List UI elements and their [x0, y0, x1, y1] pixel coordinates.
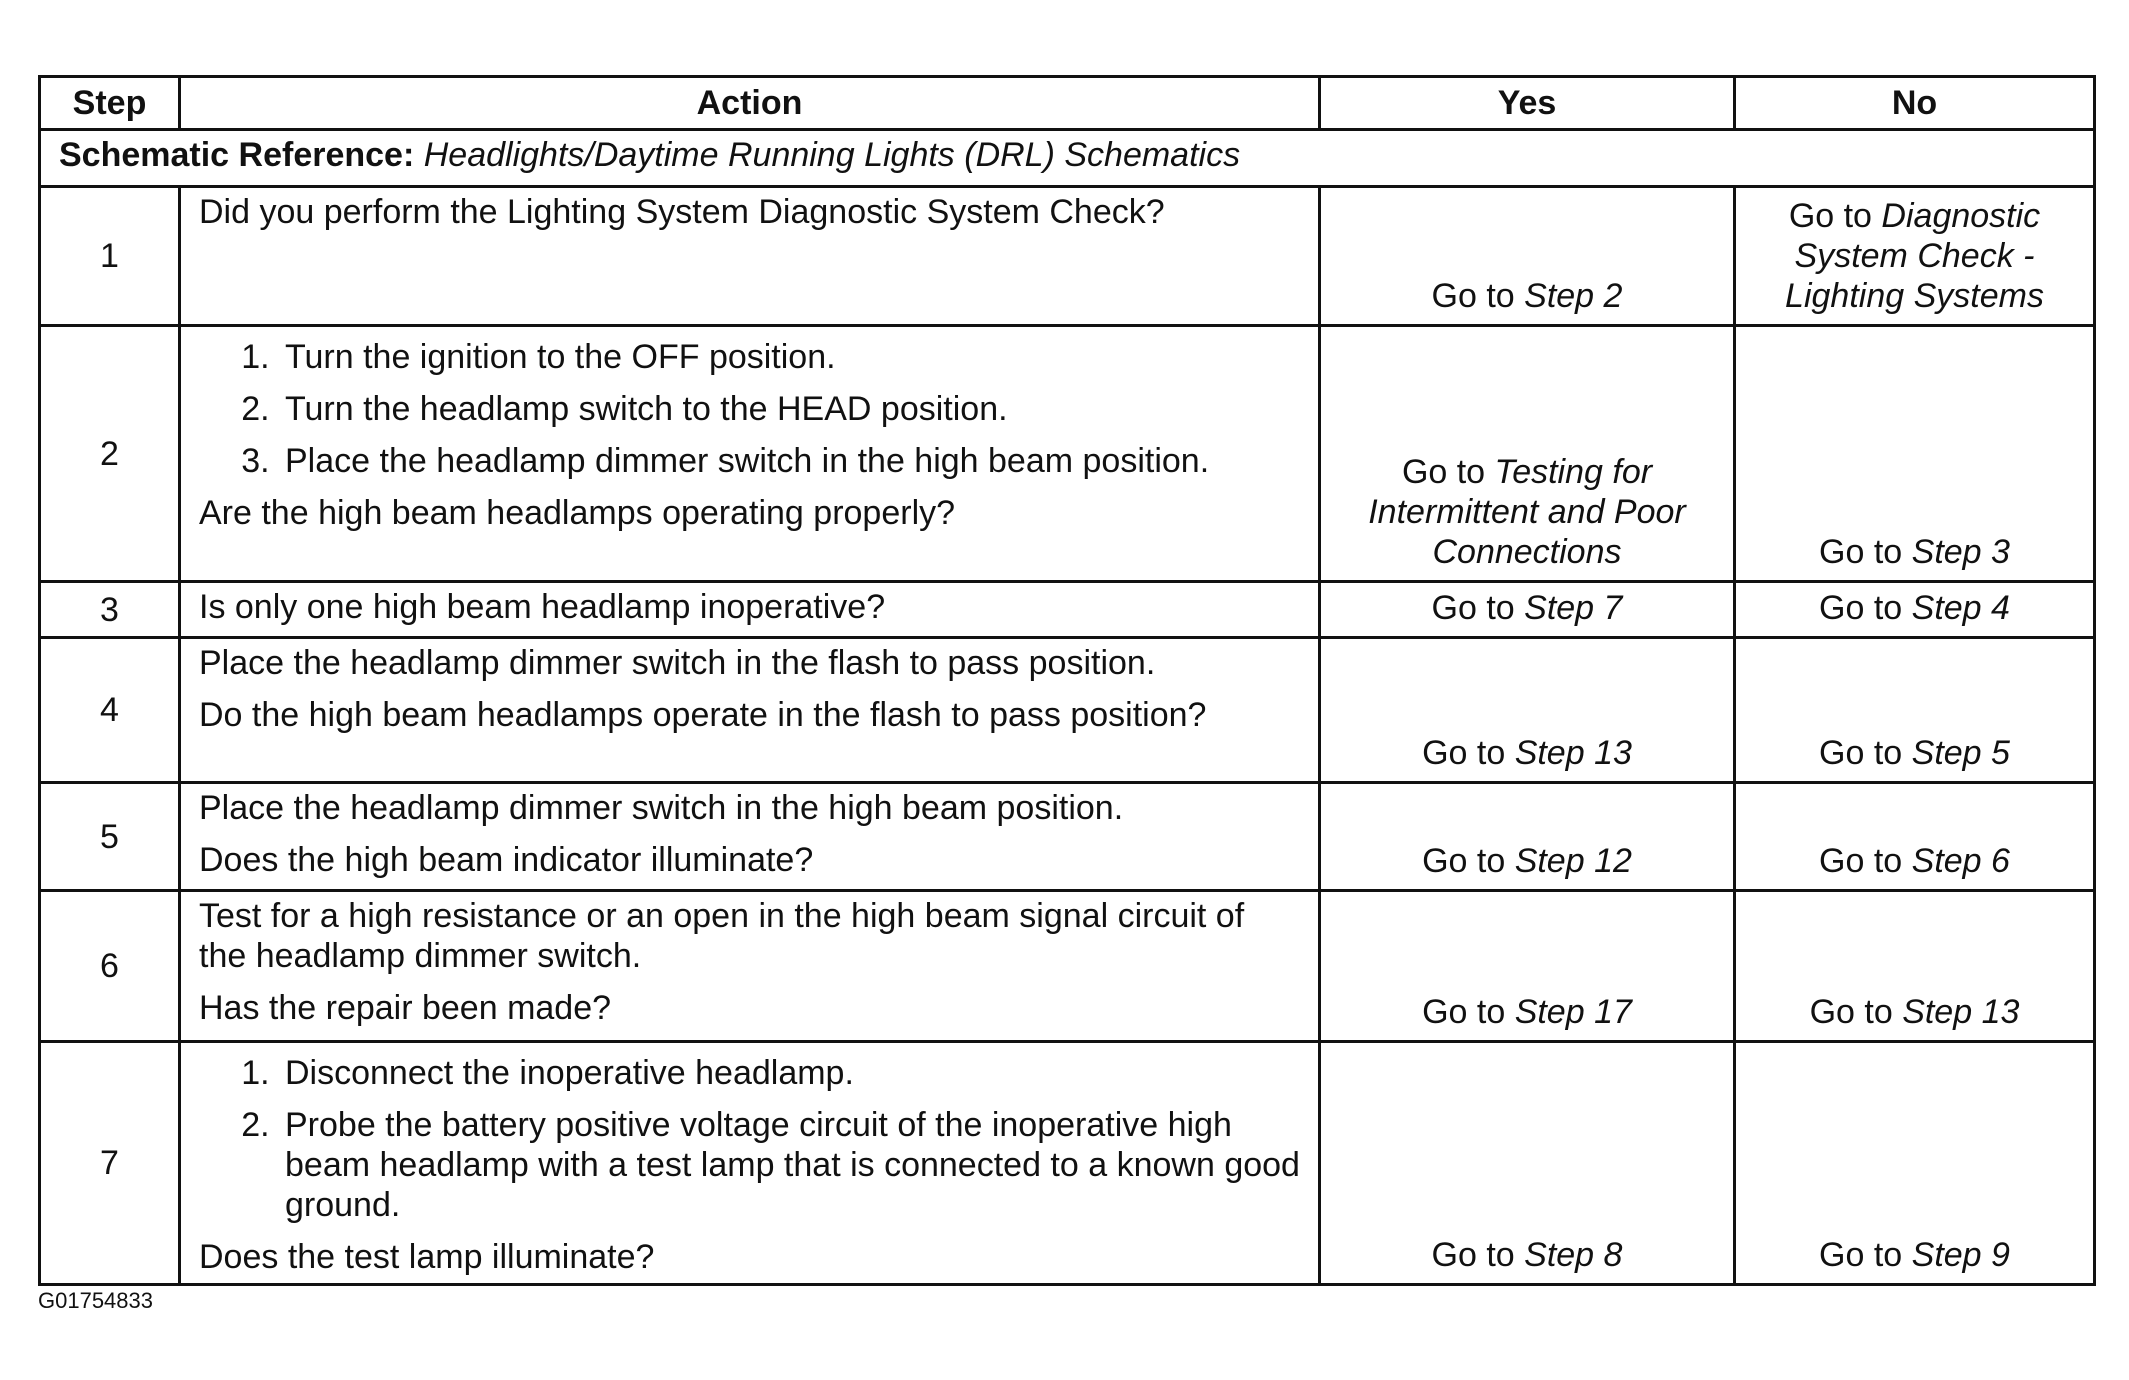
action-steps-list: [199, 1047, 1300, 1225]
action-step-item: 2. Turn the headlamp switch to the HEAD position.: [279, 389, 1300, 429]
yes-prefix: Go to: [1422, 842, 1515, 880]
yes-prefix: Go to: [1422, 993, 1515, 1031]
yes-prefix: Go to: [1422, 734, 1515, 772]
no-prefix: Go to: [1819, 533, 1912, 571]
action-question: Does the high beam indicator illuminate?: [199, 841, 814, 879]
action-steps-list: [199, 331, 1300, 481]
step-number: 4: [40, 638, 180, 783]
yes-cell: [1320, 326, 1735, 582]
yes-prefix: Go to: [1431, 589, 1525, 627]
no-target-link[interactable]: Step 6: [1911, 842, 2010, 880]
yes-cell: [1320, 638, 1735, 783]
header-step: Step: [40, 77, 180, 130]
no-cell: [1735, 582, 2095, 638]
action-cell: [180, 326, 1320, 582]
action-cell: [180, 582, 1320, 638]
action-cell: [180, 891, 1320, 1042]
yes-target-link[interactable]: Step 13: [1514, 734, 1632, 772]
header-yes: Yes: [1320, 77, 1735, 130]
schematic-reference-link[interactable]: Headlights/Daytime Running Lights (DRL) Schematics: [423, 136, 1241, 174]
no-cell: [1735, 187, 2095, 326]
schematic-reference-row: [40, 130, 2095, 187]
step-number: 6: [40, 891, 180, 1042]
no-prefix: Go to: [1819, 734, 1912, 772]
step-number: 2: [40, 326, 180, 582]
schematic-reference: [40, 130, 2095, 187]
action-cell: [180, 187, 1320, 326]
action-step-item: 3. Place the headlamp dimmer switch in the high beam position.: [279, 441, 1300, 481]
action-question: Are the high beam headlamps operating properly?: [199, 494, 956, 532]
schematic-reference-label: Schematic Reference:: [59, 136, 415, 174]
table-row: [40, 187, 2095, 326]
action-text: Test for a high resistance or an open in the high beam signal circuit of the headlamp dimmer switch.: [199, 897, 1245, 975]
no-prefix: Go to: [1819, 842, 1912, 880]
no-target-link[interactable]: Step 4: [1911, 589, 2010, 627]
no-cell: [1735, 1042, 2095, 1285]
no-prefix: Go to: [1819, 1236, 1912, 1274]
step-number: 5: [40, 783, 180, 891]
table-row: [40, 326, 2095, 582]
no-target-link[interactable]: Step 5: [1911, 734, 2010, 772]
no-target-link[interactable]: Step 9: [1911, 1236, 2010, 1274]
yes-cell: [1320, 1042, 1735, 1285]
no-cell: [1735, 891, 2095, 1042]
step-number: 1: [40, 187, 180, 326]
yes-target-link[interactable]: Step 8: [1524, 1236, 1623, 1274]
no-prefix: Go to: [1819, 589, 1912, 627]
no-target-link[interactable]: Step 3: [1911, 533, 2010, 571]
yes-cell: [1320, 783, 1735, 891]
yes-target-link[interactable]: Step 7: [1524, 589, 1623, 627]
table-row: [40, 1042, 2095, 1285]
no-cell: [1735, 326, 2095, 582]
action-text: Is only one high beam headlamp inoperative?: [199, 588, 886, 626]
header-no: No: [1735, 77, 2095, 130]
no-cell: [1735, 638, 2095, 783]
yes-target-link[interactable]: Step 17: [1514, 993, 1632, 1031]
yes-cell: [1320, 891, 1735, 1042]
action-cell: [180, 783, 1320, 891]
step-number: 7: [40, 1042, 180, 1285]
action-text: Place the headlamp dimmer switch in the high beam position.: [199, 789, 1124, 827]
yes-cell: [1320, 582, 1735, 638]
no-cell: [1735, 783, 2095, 891]
yes-prefix: Go to: [1431, 1236, 1525, 1274]
yes-target-link[interactable]: Step 12: [1514, 842, 1632, 880]
no-target-link[interactable]: Step 13: [1902, 993, 2020, 1031]
yes-target-link[interactable]: Testing for Intermittent and Poor Connections: [1368, 453, 1686, 571]
table-row: [40, 638, 2095, 783]
header-action: Action: [180, 77, 1320, 130]
yes-cell: [1320, 187, 1735, 326]
action-text: Place the headlamp dimmer switch in the flash to pass position.: [199, 644, 1156, 682]
no-target-link[interactable]: Diagnostic System Check - Lighting Systems: [1785, 197, 2044, 315]
diagnostic-table: [38, 75, 2096, 1286]
figure-code: G01754833: [38, 1288, 153, 1313]
header-row: [40, 77, 2095, 130]
action-question: Do the high beam headlamps operate in the flash to pass position?: [199, 696, 1207, 734]
yes-prefix: Go to: [1401, 453, 1495, 491]
no-prefix: Go to: [1809, 993, 1903, 1031]
table-row: [40, 783, 2095, 891]
step-number: 3: [40, 582, 180, 638]
no-prefix: Go to: [1788, 197, 1882, 235]
table-row: [40, 582, 2095, 638]
action-question: Does the test lamp illuminate?: [199, 1238, 655, 1276]
action-step-item: 1. Disconnect the inoperative headlamp.: [279, 1053, 1300, 1093]
action-cell: [180, 1042, 1320, 1285]
action-text: Did you perform the Lighting System Diagnostic System Check?: [199, 193, 1165, 231]
table-row: [40, 891, 2095, 1042]
action-cell: [180, 638, 1320, 783]
action-step-item: 1. Turn the ignition to the OFF position.: [279, 337, 1300, 377]
action-step-item: 2. Probe the battery positive voltage circuit of the inoperative high beam headlamp with a test lamp that is connected to a known good ground.: [279, 1105, 1300, 1225]
yes-prefix: Go to: [1431, 277, 1525, 315]
yes-target-link[interactable]: Step 2: [1524, 277, 1623, 315]
action-question: Has the repair been made?: [199, 989, 612, 1027]
